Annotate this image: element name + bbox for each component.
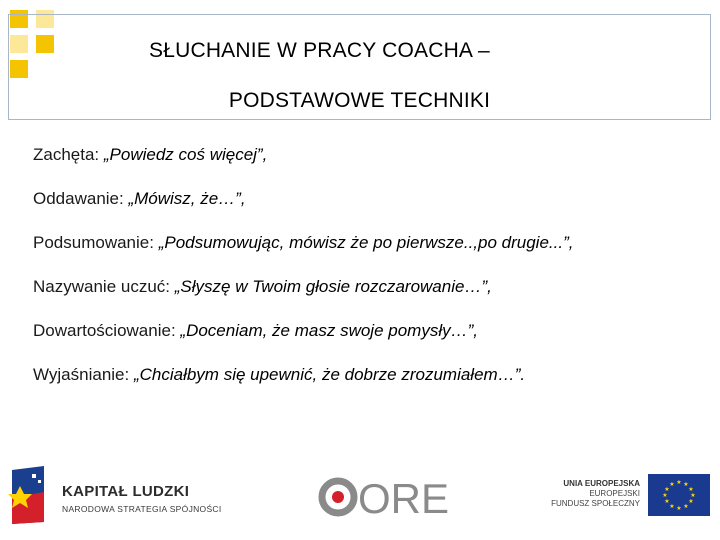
kapital-ludzki-flag-icon (8, 464, 48, 526)
svg-text:★: ★ (664, 498, 670, 505)
technique-label: Podsumowanie: (33, 233, 159, 252)
technique-item (33, 143, 720, 187)
slide-title-line2: PODSTAWOWE TECHNIKI (228, 89, 491, 112)
kapital-ludzki-title: KAPITAŁ LUDZKI (62, 483, 190, 500)
footer-logos (0, 460, 720, 540)
technique-quote: „Podsumowując, mówisz że po pierwsze..,po drugie...”, (158, 233, 574, 252)
svg-text:★: ★ (676, 479, 682, 486)
technique-item (33, 187, 720, 231)
technique-item (33, 319, 720, 363)
technique-item (33, 363, 720, 407)
svg-text:★: ★ (688, 498, 694, 505)
ore-logo (318, 474, 450, 522)
technique-label: Nazywanie uczuć: (33, 277, 175, 296)
svg-text:★: ★ (683, 503, 689, 510)
technique-quote: „Słyszę w Twoim głosie rozczarowanie…”, (174, 277, 492, 296)
eu-fund-label-1: EUROPEJSKI (589, 489, 640, 498)
ore-logo-text: ORE (358, 475, 450, 522)
technique-label: Oddawanie: (33, 189, 129, 208)
svg-text:★: ★ (669, 503, 675, 510)
technique-quote: „Mówisz, że…”, (128, 189, 246, 208)
technique-item (33, 231, 720, 275)
svg-text:★: ★ (683, 481, 689, 488)
techniques-list (33, 143, 720, 407)
eu-flag-icon (648, 474, 710, 516)
svg-text:★: ★ (690, 492, 696, 499)
technique-quote: „Powiedz coś więcej”, (103, 145, 268, 164)
technique-label: Dowartościowanie: (33, 321, 181, 340)
kapital-ludzki-subtitle: NARODOWA STRATEGIA SPÓJNOŚCI (62, 504, 222, 514)
eu-union-label: UNIA EUROPEJSKA (563, 479, 640, 488)
svg-text:★: ★ (662, 492, 668, 499)
eu-fund-label-2: FUNDUSZ SPOŁECZNY (551, 499, 640, 508)
technique-item (33, 275, 720, 319)
svg-text:★: ★ (688, 486, 694, 493)
technique-label: Zachęta: (33, 145, 104, 164)
slide-title-line1: SŁUCHANIE W PRACY COACHA – (149, 39, 490, 62)
eu-text-block (551, 479, 640, 509)
svg-text:★: ★ (676, 505, 682, 512)
technique-quote: „Doceniam, że masz swoje pomysły…”, (180, 321, 478, 340)
technique-quote: „Chciałbym się upewnić, że dobrze zrozumiałem…”. (133, 365, 526, 384)
technique-label: Wyjaśnianie: (33, 365, 134, 384)
svg-text:★: ★ (664, 486, 670, 493)
title-box (8, 14, 711, 120)
svg-text:★: ★ (669, 481, 675, 488)
